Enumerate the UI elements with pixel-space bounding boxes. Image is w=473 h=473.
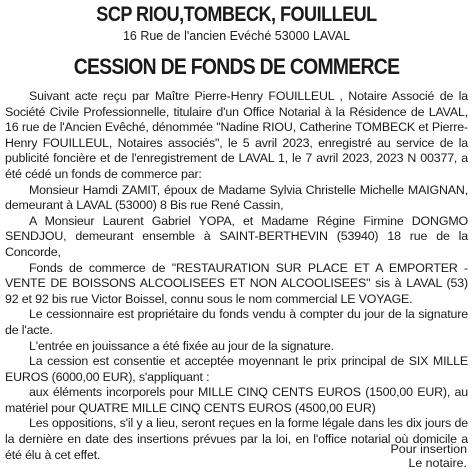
signature-line-insertion: Pour insertion [390, 442, 467, 456]
paragraph-oppositions: Les oppositions, s'il y a lieu, seront reçues en la forme légale dans les dix jours de la dernière en date des insertions prévues par la loi, en l'office notarial où domicile a été élu à cet effet. [5, 416, 468, 462]
paragraph-deed: Suivant acte reçu par Maître Pierre-Henry FOUILLEUL , Notaire Associé de la Société Civile Professionnelle, titulaire d'un Office Notarial à la Résidence de LAVAL, 16 rue de l'Ancien Evêché, dénommée "Nadine RIOU, Catherine TOMBECK et Pierre-Henry FOUILLEUL, Notaires associés", le 5 avril 2023, enregistré au service de la publicité foncière et de l'enregistrement de LAVAL 1, le 7 avril 2023, 2023 N 00377, a été cédé un fonds de commerce par: [5, 89, 468, 181]
firm-address: 16 Rue de l'ancien Evéché 53000 LAVAL [122, 29, 351, 43]
signature-line-notary: Le notaire. [408, 456, 467, 470]
paragraph-ownership: Le cessionnaire est propriétaire du fonds vendu à compter du jour de la signature de l'acte. [5, 307, 468, 337]
signature-block [391, 442, 467, 470]
firm-name: SCP RIOU,TOMBECK, FOUILLEUL [96, 3, 377, 26]
paragraph-price: La cession est consentie et acceptée moyennant le prix principal de SIX MILLE EUROS (6000,00 EUR), s'appliquant : [5, 354, 468, 384]
paragraph-price-breakdown: aux éléments incorporels pour MILLE CINQ CENTS EUROS (1500,00 EUR), au matériel pour QUATRE MILLE CINQ CENTS EUROS (4500,00 EUR) [5, 385, 468, 415]
notice-title: CESSION DE FONDS DE COMMERCE [73, 54, 400, 79]
paragraph-business: Fonds de commerce de "RESTAURATION SUR PLACE ET A EMPORTER - VENTE DE BOISSONS ALCOOLISEES ET NON ALCOOLISEES" sis à LAVAL (53) 92 et 92 bis rue Victor Boissel, connu sous le nom commercial LE VOYAGE. [5, 260, 468, 306]
paragraph-possession: L'entrée en jouissance a été fixée au jour de la signature. [29, 338, 334, 353]
notice-body [5, 89, 468, 463]
paragraph-seller: Monsieur Hamdi ZAMIT, époux de Madame Sylvia Christelle Michelle MAIGNAN, demeurant à LAVAL (53000) 8 Bis rue René Cassin, [5, 182, 468, 213]
paragraph-buyer: A Monsieur Laurent Gabriel YOPA, et Madame Régine Firmine DONGMO SENDJOU, demeurant ensemble à SAINT-BERTHEVIN (53940) 18 rue de la Concorde, [5, 213, 468, 259]
